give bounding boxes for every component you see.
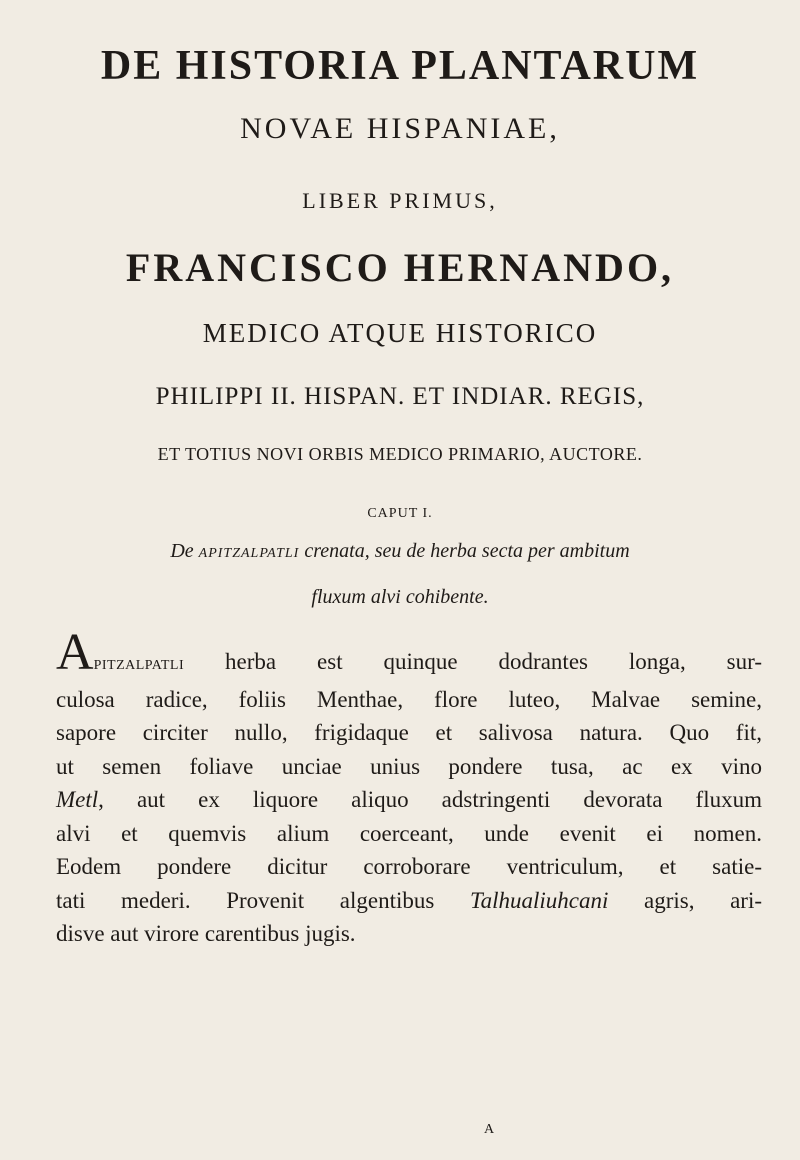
title-line-2: NOVAE HISPANIAE, [240,112,560,145]
chapter-title-prefix: De [170,540,194,562]
body-line-1 [56,624,762,683]
author-name: FRANCISCO HERNANDO, [125,245,675,290]
body-line-5-text: , aut ex liquore aliquo adstringenti devorata fluxum [98,787,762,812]
body-paragraph [56,624,763,951]
author-title-line-2: ET TOTIUS NOVI ORBIS MEDICO PRIMARIO, AUCTORE. [157,444,643,464]
body-line-1-text: herba est quinque dodrantes longa, sur- [225,649,762,674]
body-line-5 [56,783,762,817]
title-line-3: LIBER PRIMUS, [302,188,498,213]
plant-name: PITZALPATLI [93,658,185,673]
body-italic-metl: Metl [56,787,99,812]
body-line-7: Eodem pondere dicitur corroborare ventriculum, et satie- [56,854,762,879]
catchword: A [484,1122,495,1137]
body-line-4: ut semen foliave unciae unius pondere tusa, ac ex vino [56,753,762,779]
body-line-9: disve aut virore carentibus jugis. [56,921,356,946]
chapter-title-line-1 [0,540,800,563]
body-line-8-end: agris, ari- [644,887,763,913]
body-line-8-start: tati mederi. Provenit algentibus [56,887,435,913]
body-italic-place: Talhualiuhcani [469,887,609,913]
chapter-number: CAPUT I. [367,506,433,521]
drop-initial: A [56,624,94,681]
author-role: MEDICO ATQUE HISTORICO [202,318,598,348]
title-line-1: DE HISTORIA PLANTARUM [100,43,700,89]
body-line-6: alvi et quemvis alium coerceant, unde evenit ei nomen. [56,820,762,846]
author-title-line-1: PHILIPPI II. HISPAN. ET INDIAR. REGIS, [155,383,645,410]
body-line-3: sapore circiter nullo, frigidaque et salivosa natura. Quo fit, [56,720,762,745]
chapter-title-plant: APITZALPATLI [198,546,300,561]
chapter-title-line-2: fluxum alvi cohibente. [311,586,489,608]
chapter-title-rest: crenata, seu de herba secta per ambitum [304,540,630,562]
body-line-8 [56,884,762,918]
body-line-2: culosa radice, foliis Menthae, flore luteo, Malvae semine, [56,686,762,712]
